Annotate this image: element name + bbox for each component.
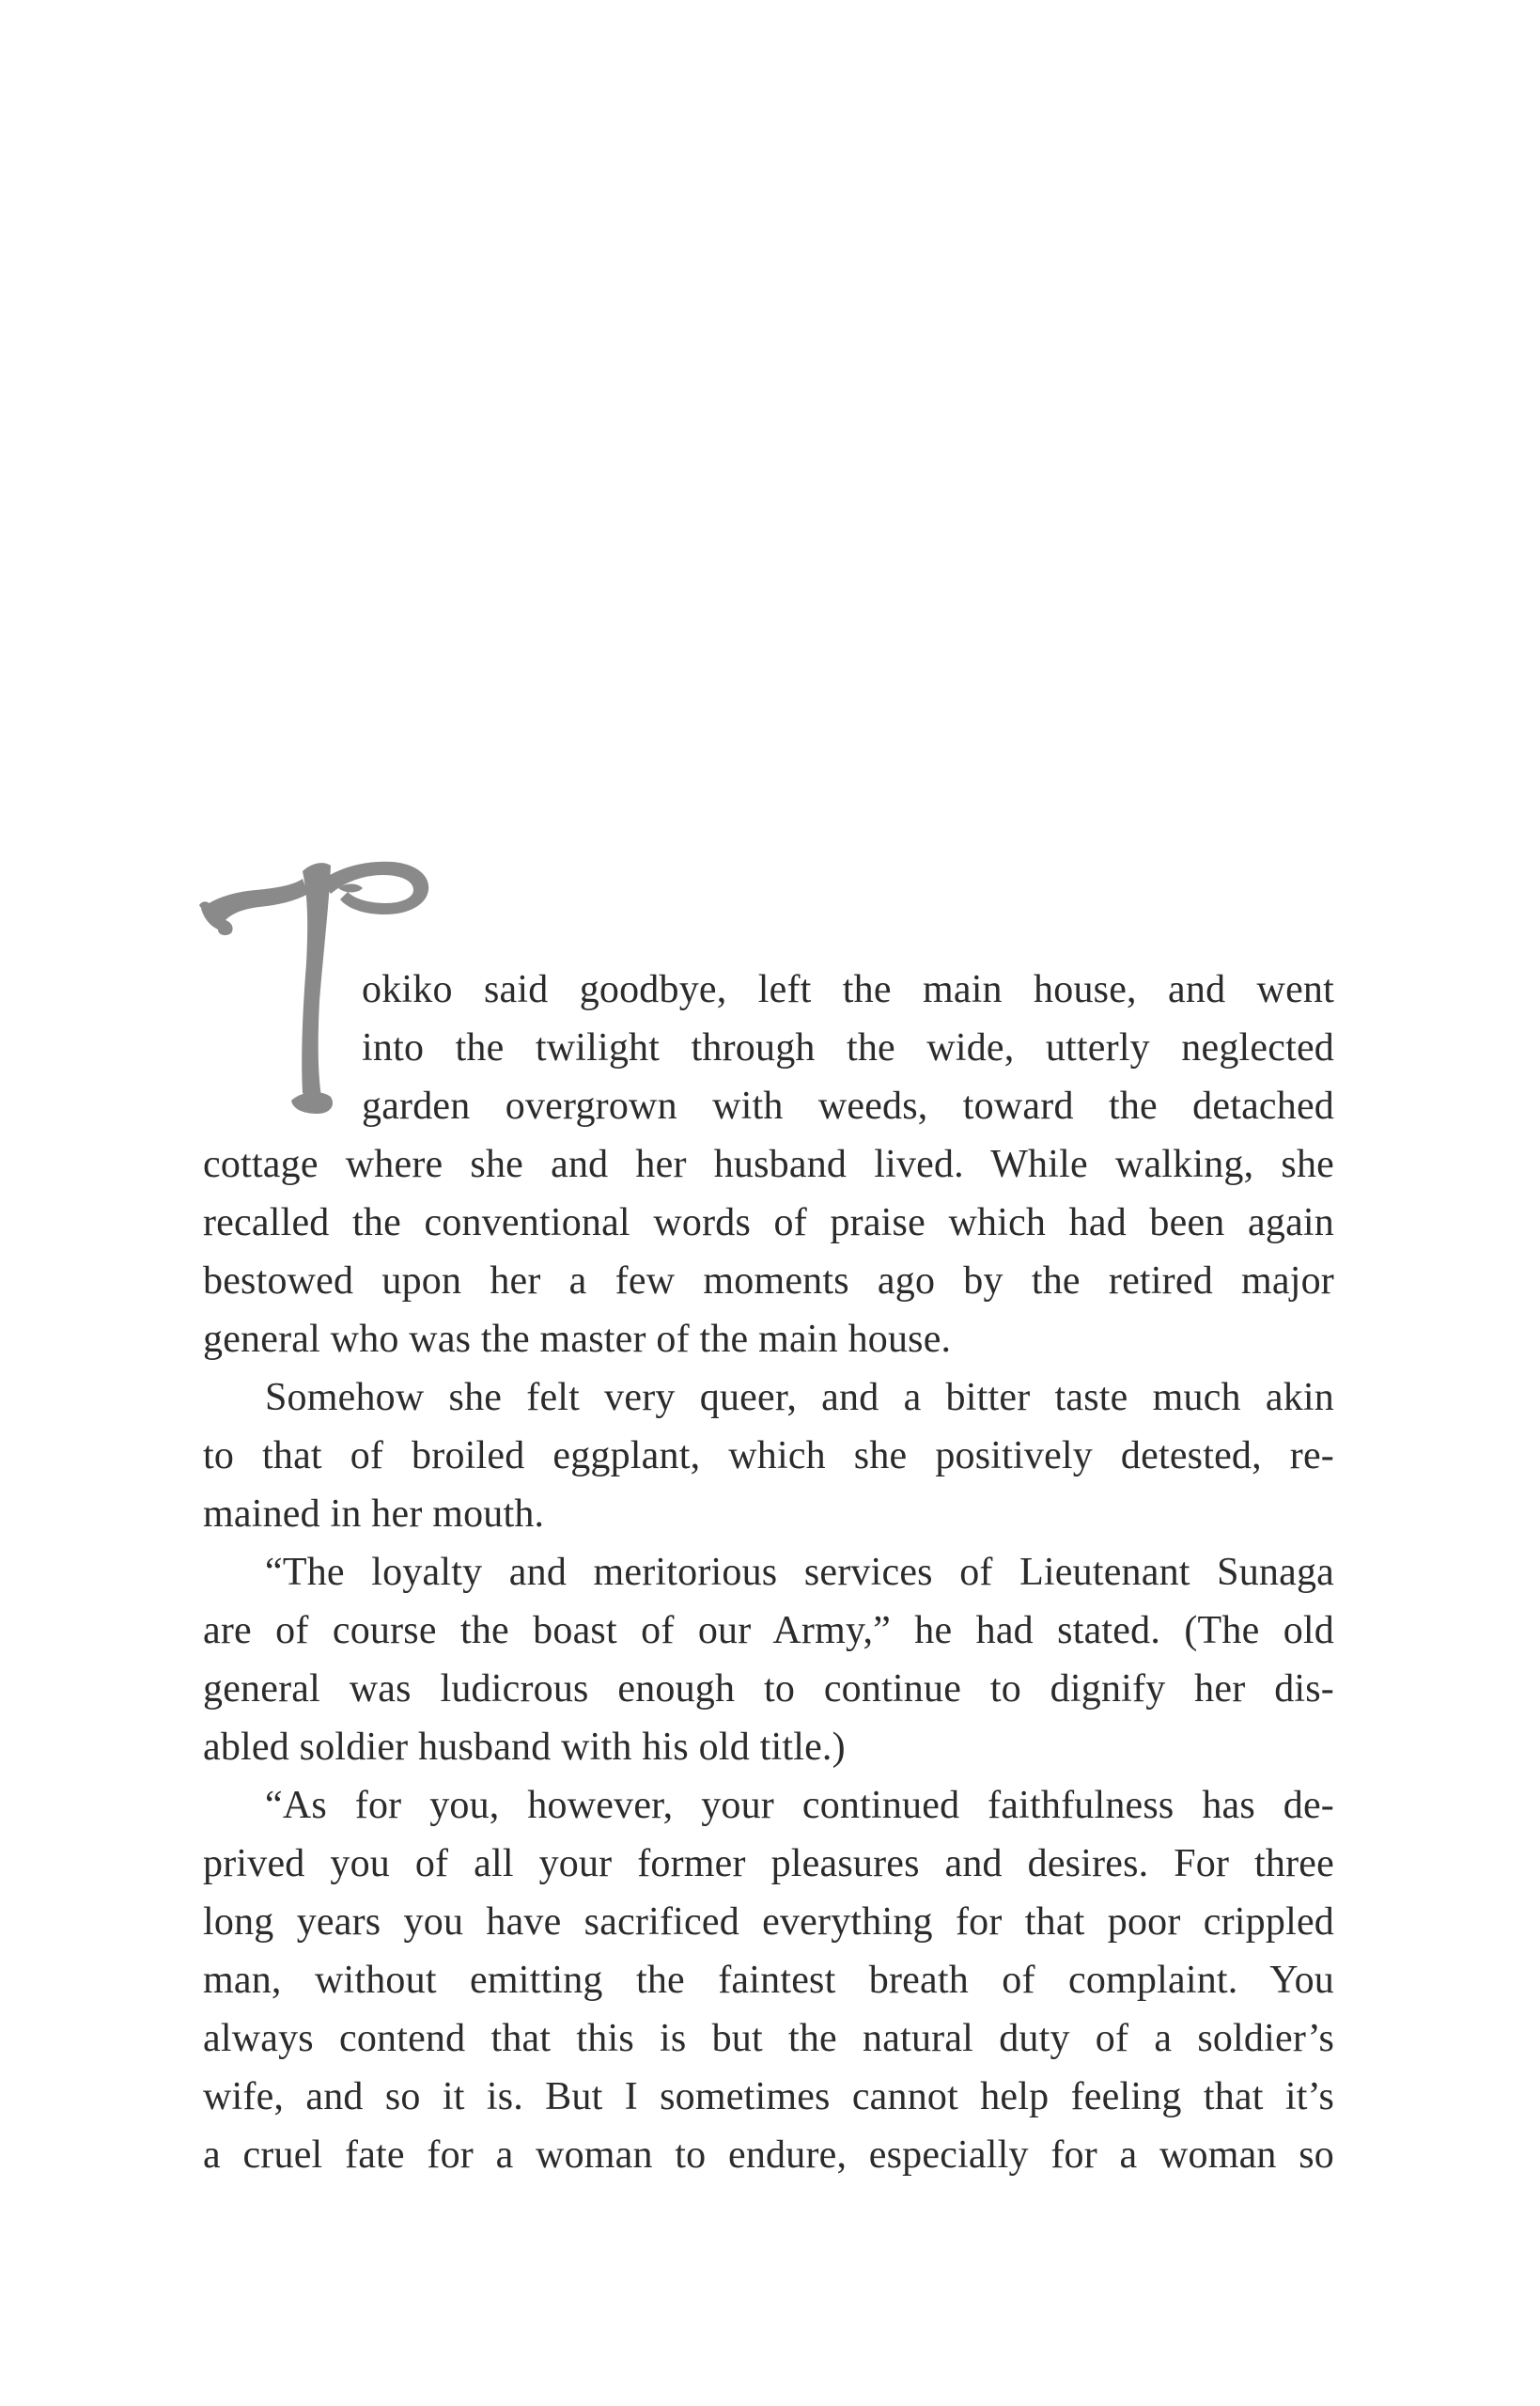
text-line: man, without emitting the faintest breath of complaint. You [203, 1959, 1334, 2002]
text-line: recalled the conventional words of praise which had been again [203, 1201, 1334, 1244]
text-line: into the twilight through the wide, utterly neglected [362, 1026, 1334, 1070]
text-line: abled soldier husband with his old title.) [203, 1726, 846, 1769]
text-line: wife, and so it is. But I sometimes cannot help feeling that it’s [203, 2075, 1334, 2118]
text-line: cottage where she and her husband lived. While walking, she [203, 1143, 1334, 1186]
text-line: mained in her mouth. [203, 1492, 545, 1536]
text-line: to that of broiled eggplant, which she positively detested, re- [203, 1434, 1334, 1477]
text-line: garden overgrown with weeds, toward the detached [362, 1085, 1334, 1128]
text-line: are of course the boast of our Army,” he had stated. (The old [203, 1609, 1334, 1652]
text-line: general who was the master of the main house. [203, 1318, 952, 1361]
text-line: prived you of all your former pleasures and desires. For three [203, 1842, 1334, 1885]
text-line: “As for you, however, your continued faithfulness has de- [265, 1784, 1334, 1827]
text-line: a cruel fate for a woman to endure, especially for a woman so [203, 2133, 1334, 2177]
text-line: okiko said goodbye, left the main house, and went [362, 968, 1334, 1011]
text-line: “The loyalty and meritorious services of Lieutenant Sunaga [265, 1551, 1334, 1594]
text-line: general was ludicrous enough to continue to dignify her dis- [203, 1667, 1334, 1711]
text-line: always contend that this is but the natural duty of a soldier’s [203, 2017, 1334, 2060]
text-line: long years you have sacrificed everything for that poor crippled [203, 1900, 1334, 1944]
text-line: Somehow she felt very queer, and a bitter taste much akin [265, 1376, 1334, 1419]
text-line: bestowed upon her a few moments ago by the retired major [203, 1259, 1334, 1303]
